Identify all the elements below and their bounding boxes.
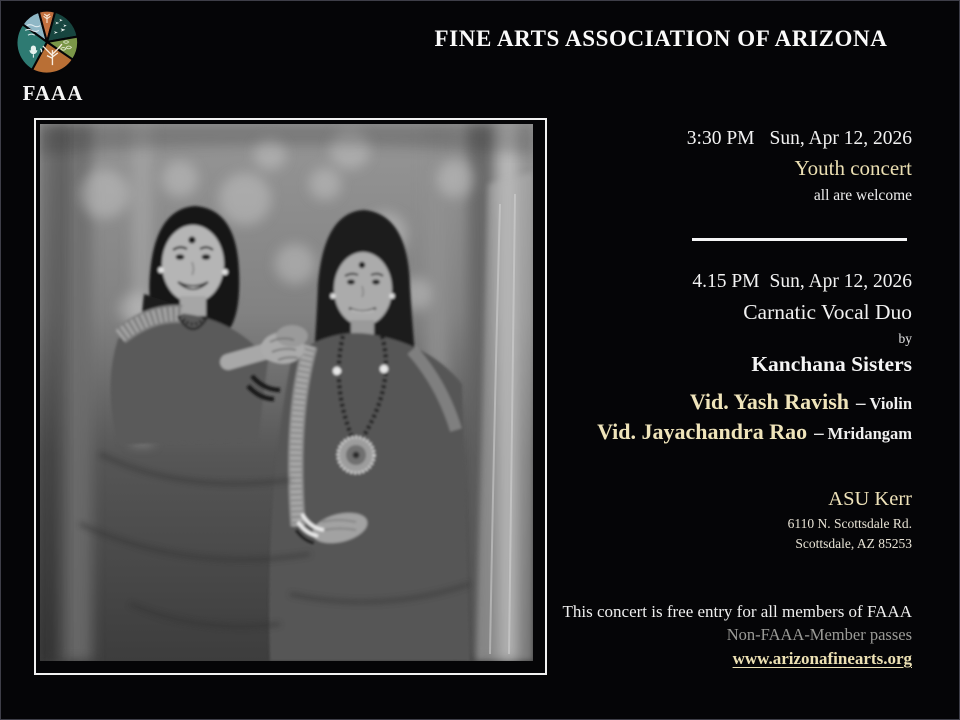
website-link[interactable]: www.arizonafinearts.org	[732, 649, 912, 668]
by-label: by	[898, 331, 912, 346]
org-abbreviation: FAAA	[22, 81, 84, 105]
venue-name: ASU Kerr	[828, 488, 912, 510]
event1-datetime	[541, 128, 912, 150]
performers-name: Kanchana Sisters	[751, 352, 912, 376]
nonmember-passes-note: Non-FAAA-Member passes	[726, 625, 912, 644]
event1-title: Youth concert	[794, 156, 912, 180]
event2-time: 4.15 PM	[692, 271, 760, 292]
event1-subtitle: all are welcome	[813, 187, 912, 204]
event2-date: Sun, Apr 12, 2026	[769, 271, 912, 292]
artist-row-violin	[541, 389, 912, 415]
artist2-instrument: Mridangam	[827, 424, 912, 443]
artist2-name: Vid. Jayachandra Rao	[597, 419, 808, 444]
free-entry-note: This concert is free entry for all members of FAAA	[562, 602, 912, 621]
performers-photo	[34, 118, 547, 675]
faaa-logo-icon	[13, 8, 81, 76]
venue-address-line1: 6110 N. Scottsdale Rd.	[787, 516, 912, 531]
page-title: FINE ARTS ASSOCIATION OF ARIZONA	[434, 26, 888, 51]
arts-circle-icon	[13, 8, 81, 76]
venue-address-line2: Scottsdale, AZ 85253	[795, 536, 912, 551]
website-line	[541, 649, 912, 669]
two-singers-photo-illustration	[40, 124, 533, 661]
event2-datetime	[541, 271, 912, 293]
event2-title: Carnatic Vocal Duo	[743, 300, 912, 324]
artist1-dash: –	[856, 393, 866, 414]
section-divider	[692, 238, 907, 241]
artist1-instrument: Violin	[869, 394, 912, 413]
event1-date: Sun, Apr 12, 2026	[769, 128, 912, 149]
artist-row-mridangam	[541, 419, 912, 445]
artist1-name: Vid. Yash Ravish	[689, 389, 850, 414]
event1-time: 3:30 PM	[686, 128, 755, 149]
artist2-dash: –	[814, 423, 824, 444]
